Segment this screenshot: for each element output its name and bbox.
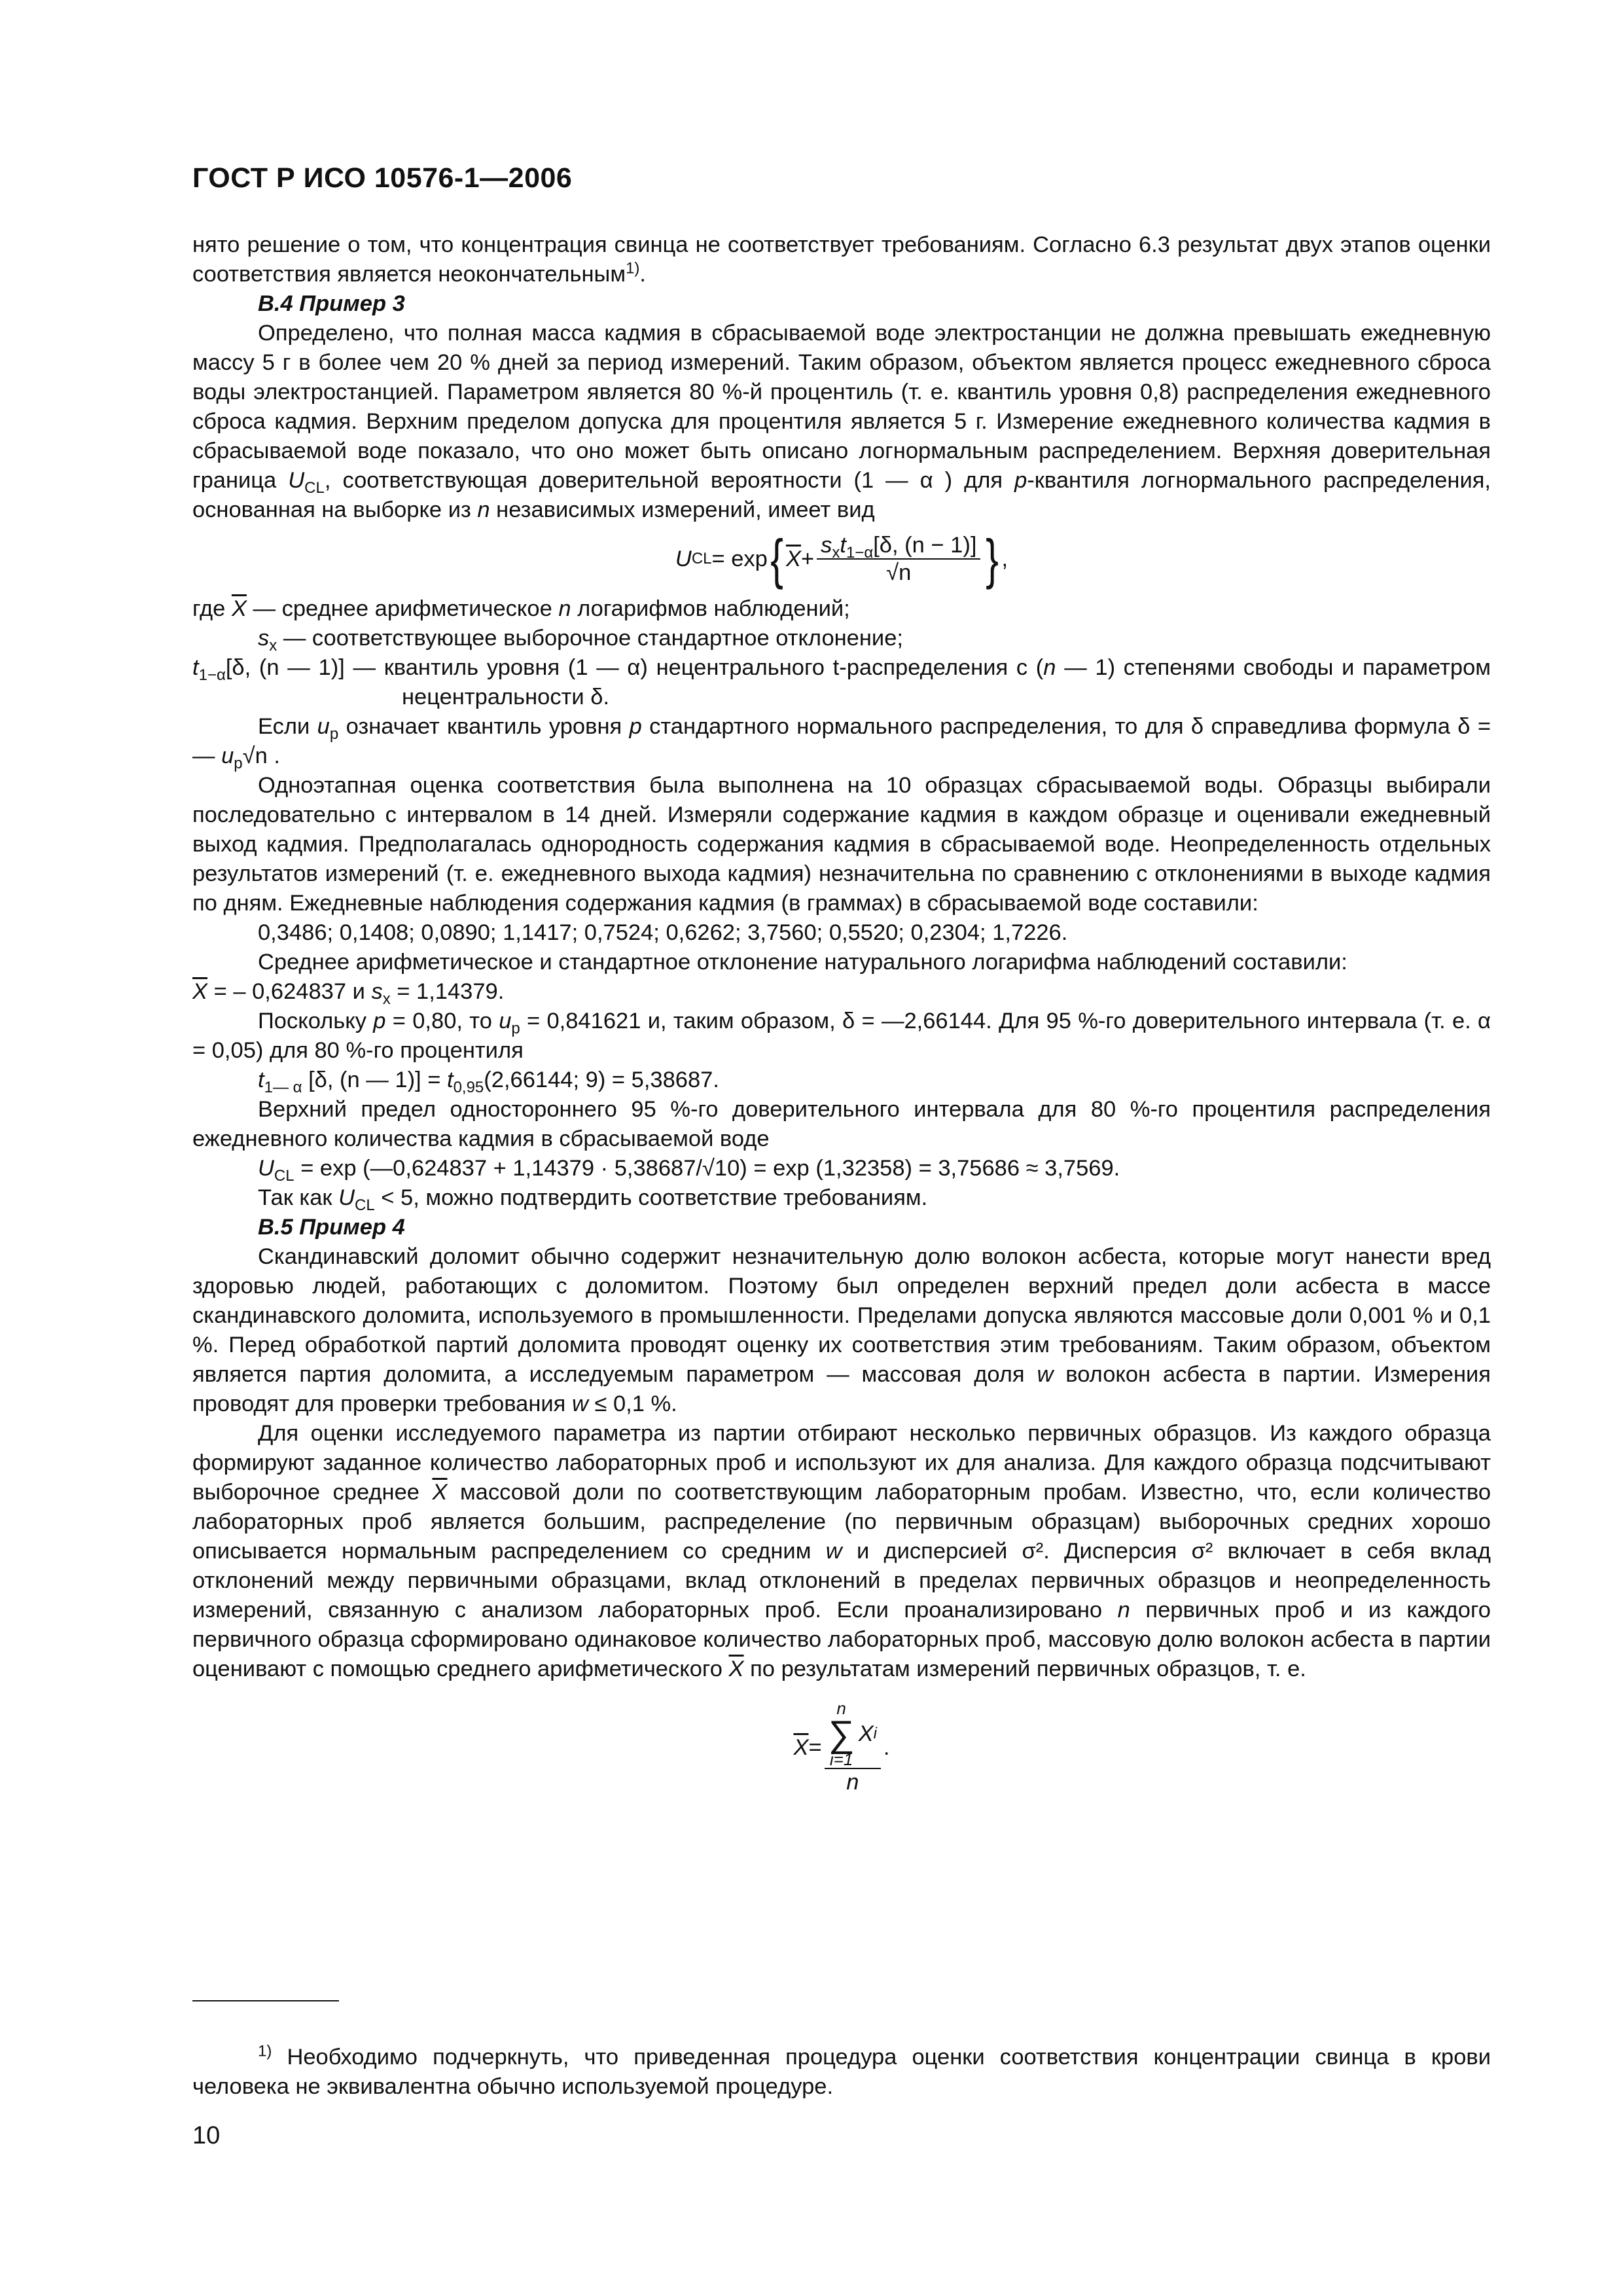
- paragraph: Верхний предел одностороннего 95 %-го доверительного интервала для 80 %-го процентиля распределения ежедневного количества кадмия в сбрасываемой воде: [192, 1097, 1491, 1151]
- formula-sample-mean: $\overline{X}$ = n ∑ i=1 X i n .: [793, 1698, 890, 1795]
- section-heading-b5: В.5 Пример 4: [258, 1215, 405, 1240]
- formula-mean-sd: $\overline{X}$ = – 0,624837 и $s_x = 1,14379$.: [192, 979, 505, 1008]
- definition-row: где $\overline{X}$ — среднее арифметическое n логарифмов наблюдений;: [192, 596, 850, 621]
- formula-ucl: U CL = exp { $\overline{X}$ + $\frac{s_xt_{1-\alpha}[\delta, (n - 1)]}{√n}$ } ,: [675, 528, 1008, 590]
- paragraph: Так как $U_{CL} < 5$, можно подтвердить соответствие требованиям.: [258, 1185, 928, 1214]
- document-header: ГОСТ Р ИСО 10576-1—2006: [192, 162, 573, 194]
- footnote-divider: [192, 2000, 339, 2001]
- definition-row: $s_x$ — соответствующее выборочное стандартное отклонение;: [258, 626, 903, 655]
- section-heading-b4: В.4 Пример 3: [258, 291, 405, 316]
- paragraph: Скандинавский доломит обычно содержит незначительную долю волокон асбеста, которые могут нанести вред здоровью людей, работающих с доломитом. Поэтому был определен верхний предел доли асбеста в массе скандинавского доломита, используемого в промышленности. Пределами допуска являются массовые доли 0,001 % и 0,1 %. Перед обработкой партий доломита проводят оценку их соответствия этим требованиям. Таким образом, объектом является партия доломита, а исследуемым параметром — массовая доля w волокон асбеста в партии. Измерения проводят для проверки требования w ≤ 0,1 %.: [192, 1244, 1491, 1416]
- document-body: [192, 230, 1491, 1795]
- definitions-list: [192, 594, 1491, 712]
- formula-ucl-result: $U_{CL} = \exp$ (—0,624837 + 1,14379 · 5,38687/√10) = exp (1,32358) = 3,75686 ≈ 3,7569.: [258, 1156, 1120, 1185]
- paragraph: Поскольку p = 0,80, то $u_p = 0,841621$ и, таким образом, δ = —2,66144. Для 95 %-го доверительного интервала (т. е. α = 0,05) для 80 %-го процентиля: [192, 1009, 1491, 1063]
- paragraph: Определено, что полная масса кадмия в сбрасываемой воде электростанции не должна превышать ежедневную массу 5 г в более чем 20 % дней за период измерений. Таким образом, объектом является процесс ежедневного сброса воды электростанцией. Параметром является 80 %-й процентиль (т. е. квантиль уровня 0,8) распределения ежедневного сброса кадмия. Верхним пределом допуска для процентиля является 5 г. Измерение ежедневного количества кадмия в сбрасываемой воде показало, что оно может быть описано логнормальным распределением. Верхняя доверительная граница $U_{CL}$, соответствующая доверительной вероятности (1 — α ) для p-квантиля логнормального распределения, основанная на выборке из n независимых измерений, имеет вид: [192, 321, 1491, 522]
- paragraph: Среднее арифметическое и стандартное отклонение натурального логарифма наблюдений составили:: [258, 950, 1347, 975]
- paragraph: Для оценки исследуемого параметра из партии отбирают несколько первичных образцов. Из каждого образца формируют заданное количество лабораторных проб и используют их для анализа. Для каждого образца подсчитывают выборочное среднее $\overline{X}$ массовой доли по соответствующим лабораторным пробам. Известно, что, если количество лабораторных проб является большим, распределение (по первичным образцам) выборочных средних хорошо описывается нормальным распределением со средним w и дисперсией σ². Дисперсия σ² включает в себя вклад отклонений между первичными образцами, вклад отклонений в пределах первичных образцов и неопределенность измерений, связанную с анализом лабораторных проб. Если проанализировано n первичных проб и из каждого первичного образца сформировано одинаковое количество лабораторных проб, массовую долю волокон асбеста в партии оценивают с помощью среднего арифметического $\overline{X}$ по результатам измерений первичных образцов, т. е.: [192, 1421, 1491, 1681]
- page-number: 10: [192, 2122, 221, 2149]
- observations-list: 0,3486; 0,1408; 0,0890; 1,1417; 0,7524; 0,6262; 3,7560; 0,5520; 0,2304; 1,7226.: [258, 920, 1068, 945]
- definition-row: $t_{1-\alpha}[\delta$, (n — 1)] — квантиль уровня (1 — α) нецентрального t-распределения с (n — 1) степенями свободы и параметром нецентральности δ.: [192, 655, 1491, 709]
- paragraph: нято решение о том, что концентрация свинца не соответствует требованиям. Согласно 6.3 результат двух этапов оценки соответствия является неокончательным$^{1)}$.: [192, 232, 1491, 287]
- paragraph: Одноэтапная оценка соответствия была выполнена на 10 образцах сбрасываемой воды. Образцы выбирали последовательно с интервалом в 14 дней. Измеряли содержание кадмия в каждом образце и оценивали ежедневный выход кадмия. Предполагалась однородность содержания кадмия в сбрасываемой воде. Неопределенность отдельных результатов измерений (т. е. ежедневного выхода кадмия) незначительна по сравнению с отклонениями в выходе кадмия по дням. Ежедневные наблюдения содержания кадмия (в граммах) в сбрасываемой воде составили:: [192, 773, 1491, 916]
- formula-t-quantile: $t_{1— \alpha}$ [δ, (n — $1)] = t_{0,95}(2,66144$; 9) = 5,38687.: [258, 1067, 719, 1096]
- paragraph: Если $u_p$ означает квантиль уровня p стандартного нормального распределения, то для δ справедлива формула δ = — $u_p√n$ .: [192, 714, 1491, 772]
- footnote: $^{1)}$ Необходимо подчеркнуть, что приведенная процедура оценки соответствия концентрации свинца в крови человека не эквивалентна обычно используемой процедуре.: [192, 2042, 1491, 2099]
